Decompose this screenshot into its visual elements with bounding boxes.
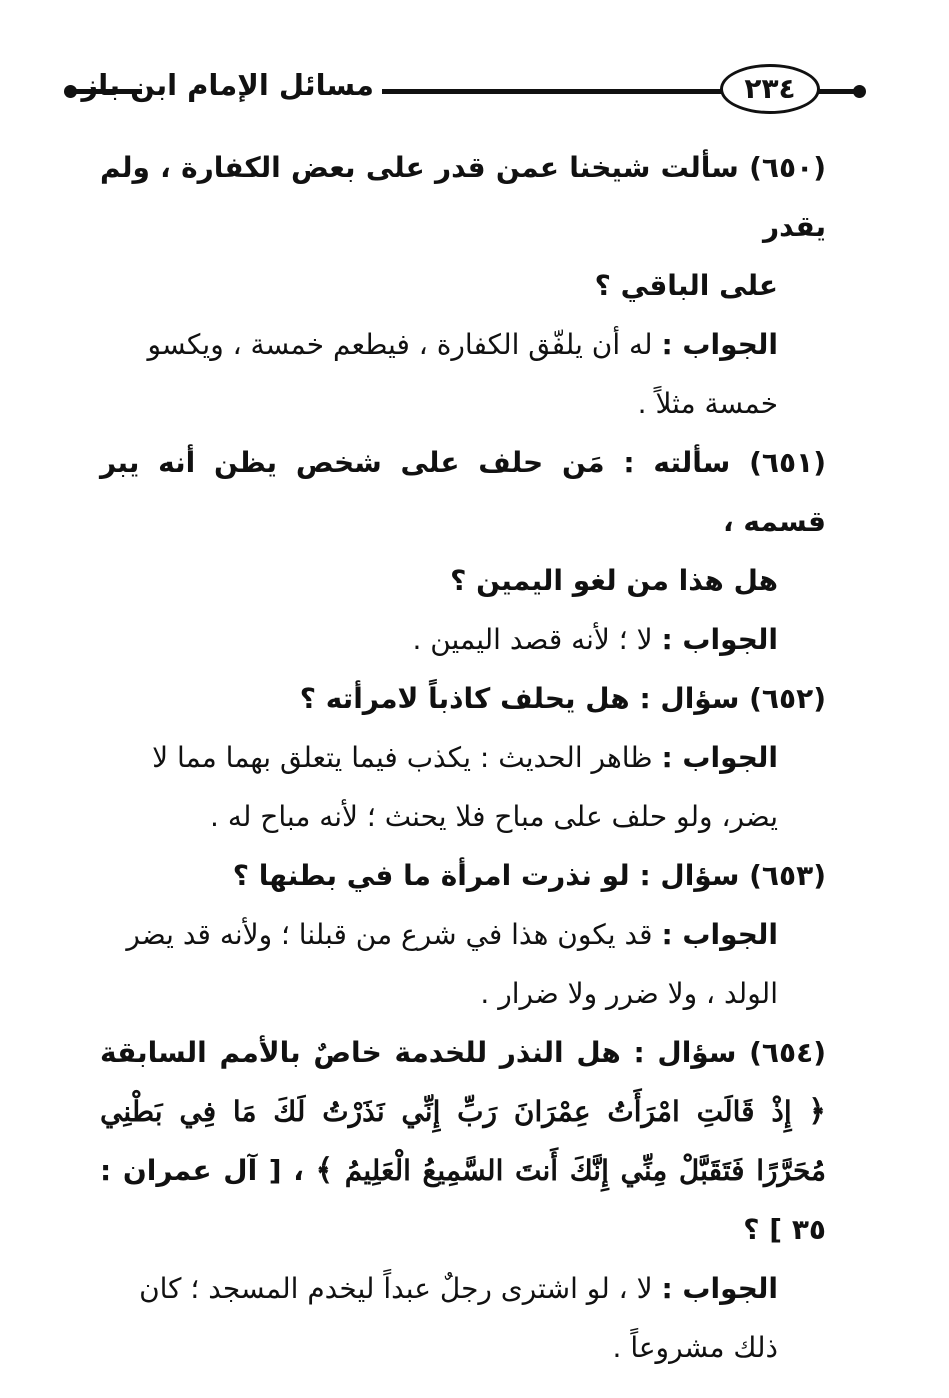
- question-652: [100, 669, 826, 728]
- question-650-line2: على الباقي ؟: [594, 269, 778, 302]
- answer-652-line2: يضر، ولو حلف على مباح فلا يحنث ؛ لأنه مباح له .: [210, 800, 778, 833]
- book-title: مسائل الإمام ابن باز: [81, 68, 374, 102]
- question-654-line1: (٦٥٤) سؤال : هل النذر للخدمة خاصٌ بالأمم السابقة: [100, 1036, 826, 1069]
- quran-reference: ، [ آل عمران : ٣٥ ] ؟: [100, 1154, 826, 1246]
- answer-label: الجواب :: [661, 623, 778, 656]
- answer-653-line2: الولد ، ولا ضرر ولا ضرار .: [480, 977, 778, 1010]
- header-rule-right: [818, 89, 858, 94]
- answer-label: الجواب :: [661, 741, 778, 774]
- answer-label: الجواب :: [661, 328, 778, 361]
- question-653-line1: (٦٥٣) سؤال : لو نذرت امرأة ما في بطنها ؟: [232, 859, 826, 892]
- answer-654-line1: لا ، لو اشترى رجلٌ عبداً ليخدم المسجد ؛ كان: [139, 1272, 653, 1305]
- question-653: [100, 846, 826, 905]
- answer-651-line1: لا ؛ لأنه قصد اليمين .: [412, 623, 653, 656]
- question-651-line2: هل هذا من لغو اليمين ؟: [450, 564, 778, 597]
- answer-653: [100, 905, 826, 1023]
- answer-652-line1: ظاهر الحديث : يكذب فيما يتعلق بهما مما لا: [152, 741, 653, 774]
- question-652-line1: (٦٥٢) سؤال : هل يحلف كاذباً لامرأته ؟: [299, 682, 826, 715]
- page-body: [100, 138, 826, 1377]
- answer-650-line1: له أن يلفّق الكفارة ، فيطعم خمسة ، ويكسو: [147, 328, 653, 361]
- quran-verse-line2: السَّمِيعُ الْعَلِيمُ: [344, 1154, 504, 1187]
- answer-652: [100, 728, 826, 846]
- header-dot-right: [853, 85, 866, 98]
- answer-650-line2: خمسة مثلاً .: [637, 387, 778, 420]
- header-rule-middle: [382, 89, 730, 94]
- question-651-line1: (٦٥١) سألته : مَن حلف على شخص يظن أنه يبر قسمه ،: [100, 446, 826, 538]
- answer-651: [100, 610, 826, 669]
- quran-open-bracket: ﴿: [808, 1094, 826, 1129]
- quran-close-bracket: ﴾: [315, 1153, 334, 1188]
- answer-653-line1: قد يكون هذا في شرع من قبلنا ؛ ولأنه قد يضر: [126, 918, 653, 951]
- quran-verse-line1: إِذْ قَالَتِ امْرَأَتُ عِمْرَانَ رَبِّ إِنِّي نَذَرْتُ لَكَ مَا فِي بَطْنِي مُحَرَّرًا فَتَقَبَّلْ مِنِّي إِنَّكَ أَنتَ: [100, 1095, 827, 1187]
- question-654: [100, 1023, 826, 1259]
- answer-654-line2: ذلك مشروعاً .: [612, 1331, 778, 1364]
- page-number: ٢٣٤: [720, 64, 820, 114]
- answer-label: الجواب :: [661, 918, 778, 951]
- page-header: [60, 62, 870, 118]
- answer-label: الجواب :: [661, 1272, 778, 1305]
- answer-650: [100, 315, 826, 433]
- question-651: [100, 433, 826, 610]
- question-650: [100, 138, 826, 315]
- answer-654: [100, 1259, 826, 1377]
- question-650-line1: (٦٥٠) سألت شيخنا عمن قدر على بعض الكفارة ، ولم يقدر: [100, 151, 826, 243]
